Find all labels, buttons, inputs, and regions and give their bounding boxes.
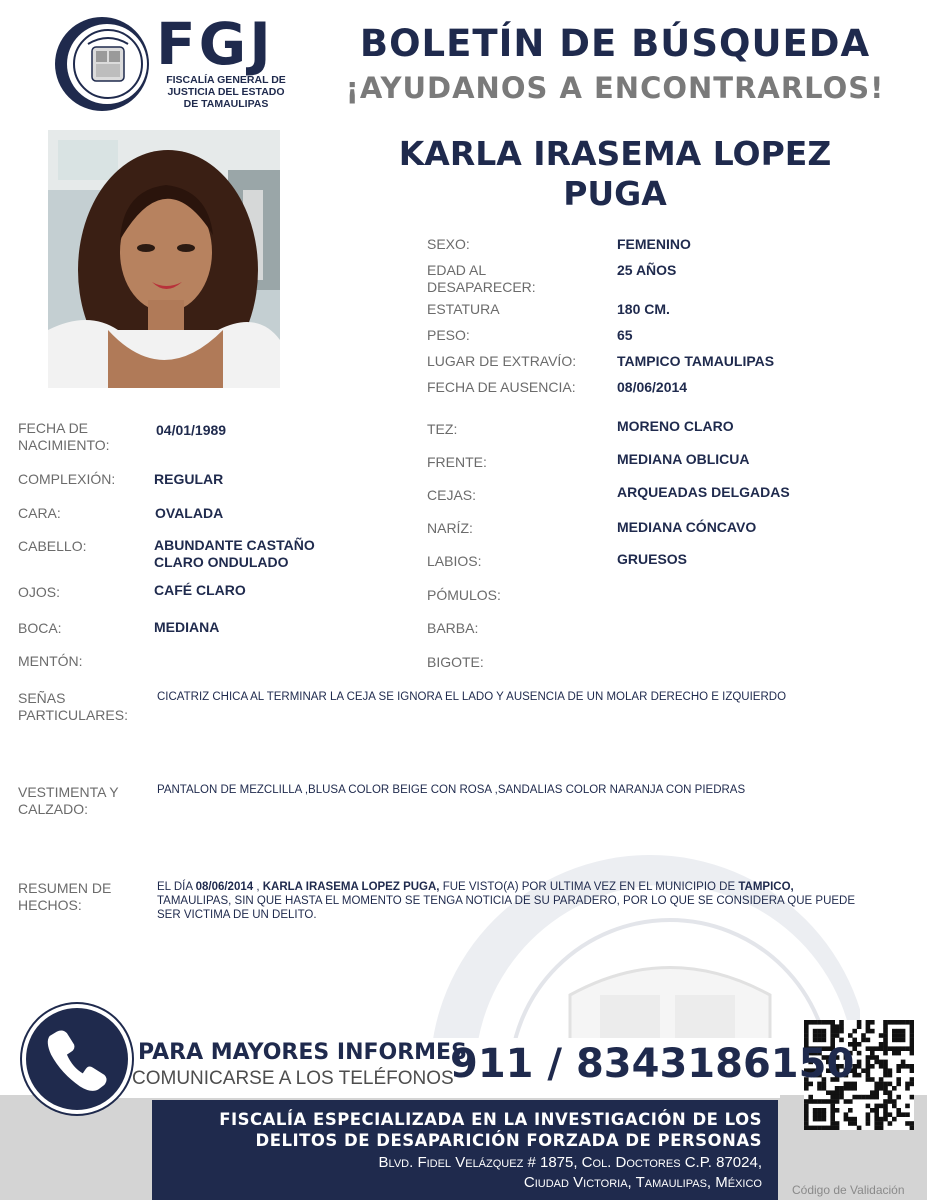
field-value-nariz: MEDIANA CÓNCAVO bbox=[617, 519, 757, 535]
field-label-edad: EDAD AL DESAPARECER: bbox=[427, 262, 536, 295]
field-label-frente: FRENTE: bbox=[427, 454, 487, 470]
person-name: KARLA IRASEMA LOPEZ PUGA bbox=[398, 134, 832, 213]
field-value-fecha-ausencia: 08/06/2014 bbox=[617, 379, 688, 395]
resumen-text: FUE VISTO(A) POR ULTIMA VEZ EN EL MUNICIPIO DE bbox=[439, 881, 739, 893]
bulletin-title: BOLETÍN DE BÚSQUEDA bbox=[359, 22, 871, 65]
field-value-boca: MEDIANA bbox=[154, 619, 220, 635]
phone-circle bbox=[22, 1004, 132, 1114]
field-label-peso: PESO: bbox=[427, 327, 470, 343]
field-value-cara: OVALADA bbox=[155, 505, 224, 521]
contact-phone-numbers[interactable]: 911 / 8343186150 bbox=[450, 1041, 855, 1087]
bulletin-subtitle: ¡AYUDANOS A ENCONTRARLOS! bbox=[345, 71, 885, 105]
field-label-barba: BARBA: bbox=[427, 620, 479, 636]
vestimenta-value: PANTALON DE MEZCLILLA ,BLUSA COLOR BEIGE CON ROSA ,SANDALIAS COLOR NARANJA CON PIEDRAS bbox=[157, 784, 746, 796]
field-value-cejas: ARQUEADAS DELGADAS bbox=[617, 484, 790, 500]
resumen-value bbox=[157, 880, 867, 922]
field-value-cabello: ABUNDANTE CASTAÑO CLARO ONDULADO bbox=[154, 537, 315, 570]
field-label-cabello: CABELLO: bbox=[18, 538, 87, 554]
resumen-date: 08/06/2014 bbox=[195, 881, 254, 893]
field-value-ojos: CAFÉ CLARO bbox=[154, 582, 246, 598]
field-label-tez: TEZ: bbox=[427, 421, 458, 437]
field-value-nacimiento: 04/01/1989 bbox=[156, 422, 227, 438]
field-label-boca: BOCA: bbox=[18, 620, 62, 636]
logo-subtitle-line: FISCALÍA GENERAL DE bbox=[166, 74, 286, 86]
field-label-nacimiento: FECHA DE NACIMIENTO: bbox=[18, 420, 110, 453]
missing-person-photo bbox=[48, 130, 280, 388]
contact-title: PARA MAYORES INFORMES, bbox=[138, 1040, 476, 1065]
field-value-edad: 25 AÑOS bbox=[617, 262, 677, 278]
field-value-lugar: TAMPICO TAMAULIPAS bbox=[617, 353, 775, 369]
resumen-text: EL DÍA bbox=[157, 881, 196, 893]
field-value-labios: GRUESOS bbox=[617, 551, 688, 567]
field-label-fecha-ausencia: FECHA DE AUSENCIA: bbox=[427, 379, 576, 395]
office-name-line-1: FISCALÍA ESPECIALIZADA EN LA INVESTIGACIÓN DE LOS bbox=[219, 1110, 762, 1129]
contact-subtitle: COMUNICARSE A LOS TELÉFONOS bbox=[132, 1068, 454, 1089]
field-label-menton: MENTÓN: bbox=[18, 653, 83, 669]
office-address-line-2: Ciudad Victoria, Tamaulipas, México bbox=[523, 1174, 762, 1191]
senas-value: CICATRIZ CHICA AL TERMINAR LA CEJA SE IGNORA EL LADO Y AUSENCIA DE UN MOLAR DERECHO E IZQUIERDO bbox=[157, 691, 787, 703]
fgj-logo-emblem-icon bbox=[52, 14, 152, 114]
vestimenta-label: VESTIMENTA Y CALZADO: bbox=[18, 784, 119, 817]
field-value-frente: MEDIANA OBLICUA bbox=[617, 451, 750, 467]
field-label-bigote: BIGOTE: bbox=[427, 654, 484, 670]
phone-icon bbox=[41, 1023, 113, 1095]
resumen-name: KARLA IRASEMA LOPEZ PUGA, bbox=[262, 881, 440, 893]
resumen-text: TAMAULIPAS, SIN QUE HASTA EL MOMENTO SE TENGA NOTICIA DE SU PARADERO, POR LO QUE SE CONSIDERA QUE PUEDE SER VICTIMA DE UN DELITO. bbox=[157, 895, 856, 921]
field-label-sexo: SEXO: bbox=[427, 236, 470, 252]
resumen-text: , bbox=[253, 881, 263, 893]
field-value-peso: 65 bbox=[617, 327, 633, 343]
field-label-complexion: COMPLEXIÓN: bbox=[18, 471, 116, 487]
field-value-tez: MORENO CLARO bbox=[617, 418, 734, 434]
field-value-sexo: FEMENINO bbox=[617, 236, 691, 252]
senas-label: SEÑAS PARTICULARES: bbox=[18, 690, 128, 723]
office-address-line-1: Blvd. Fidel Velázquez # 1875, Col. Doctores C.P. 87024, bbox=[378, 1154, 762, 1171]
logo-subtitle-line: DE TAMAULIPAS bbox=[183, 98, 269, 110]
qr-caption: Código de Validación bbox=[792, 1183, 905, 1197]
fgj-logo-subtitle bbox=[156, 74, 296, 110]
field-label-lugar: LUGAR DE EXTRAVÍO: bbox=[427, 353, 577, 369]
field-label-nariz: NARÍZ: bbox=[427, 520, 473, 536]
field-label-estatura: ESTATURA bbox=[427, 301, 500, 317]
resumen-label: RESUMEN DE HECHOS: bbox=[18, 880, 112, 913]
resumen-place: TAMPICO, bbox=[738, 881, 794, 893]
fgj-logo-text: FGJ bbox=[156, 10, 274, 78]
field-label-labios: LABIOS: bbox=[427, 553, 482, 569]
field-value-estatura: 180 CM. bbox=[617, 301, 670, 317]
field-label-ojos: OJOS: bbox=[18, 584, 61, 600]
field-label-cara: CARA: bbox=[18, 505, 61, 521]
logo-subtitle-line: JUSTICIA DEL ESTADO bbox=[167, 86, 285, 98]
office-name-line-2: DELITOS DE DESAPARICIÓN FORZADA DE PERSONAS bbox=[255, 1131, 762, 1150]
field-value-complexion: REGULAR bbox=[154, 471, 224, 487]
field-label-pomulos: PÓMULOS: bbox=[427, 587, 501, 603]
field-label-cejas: CEJAS: bbox=[427, 487, 477, 503]
